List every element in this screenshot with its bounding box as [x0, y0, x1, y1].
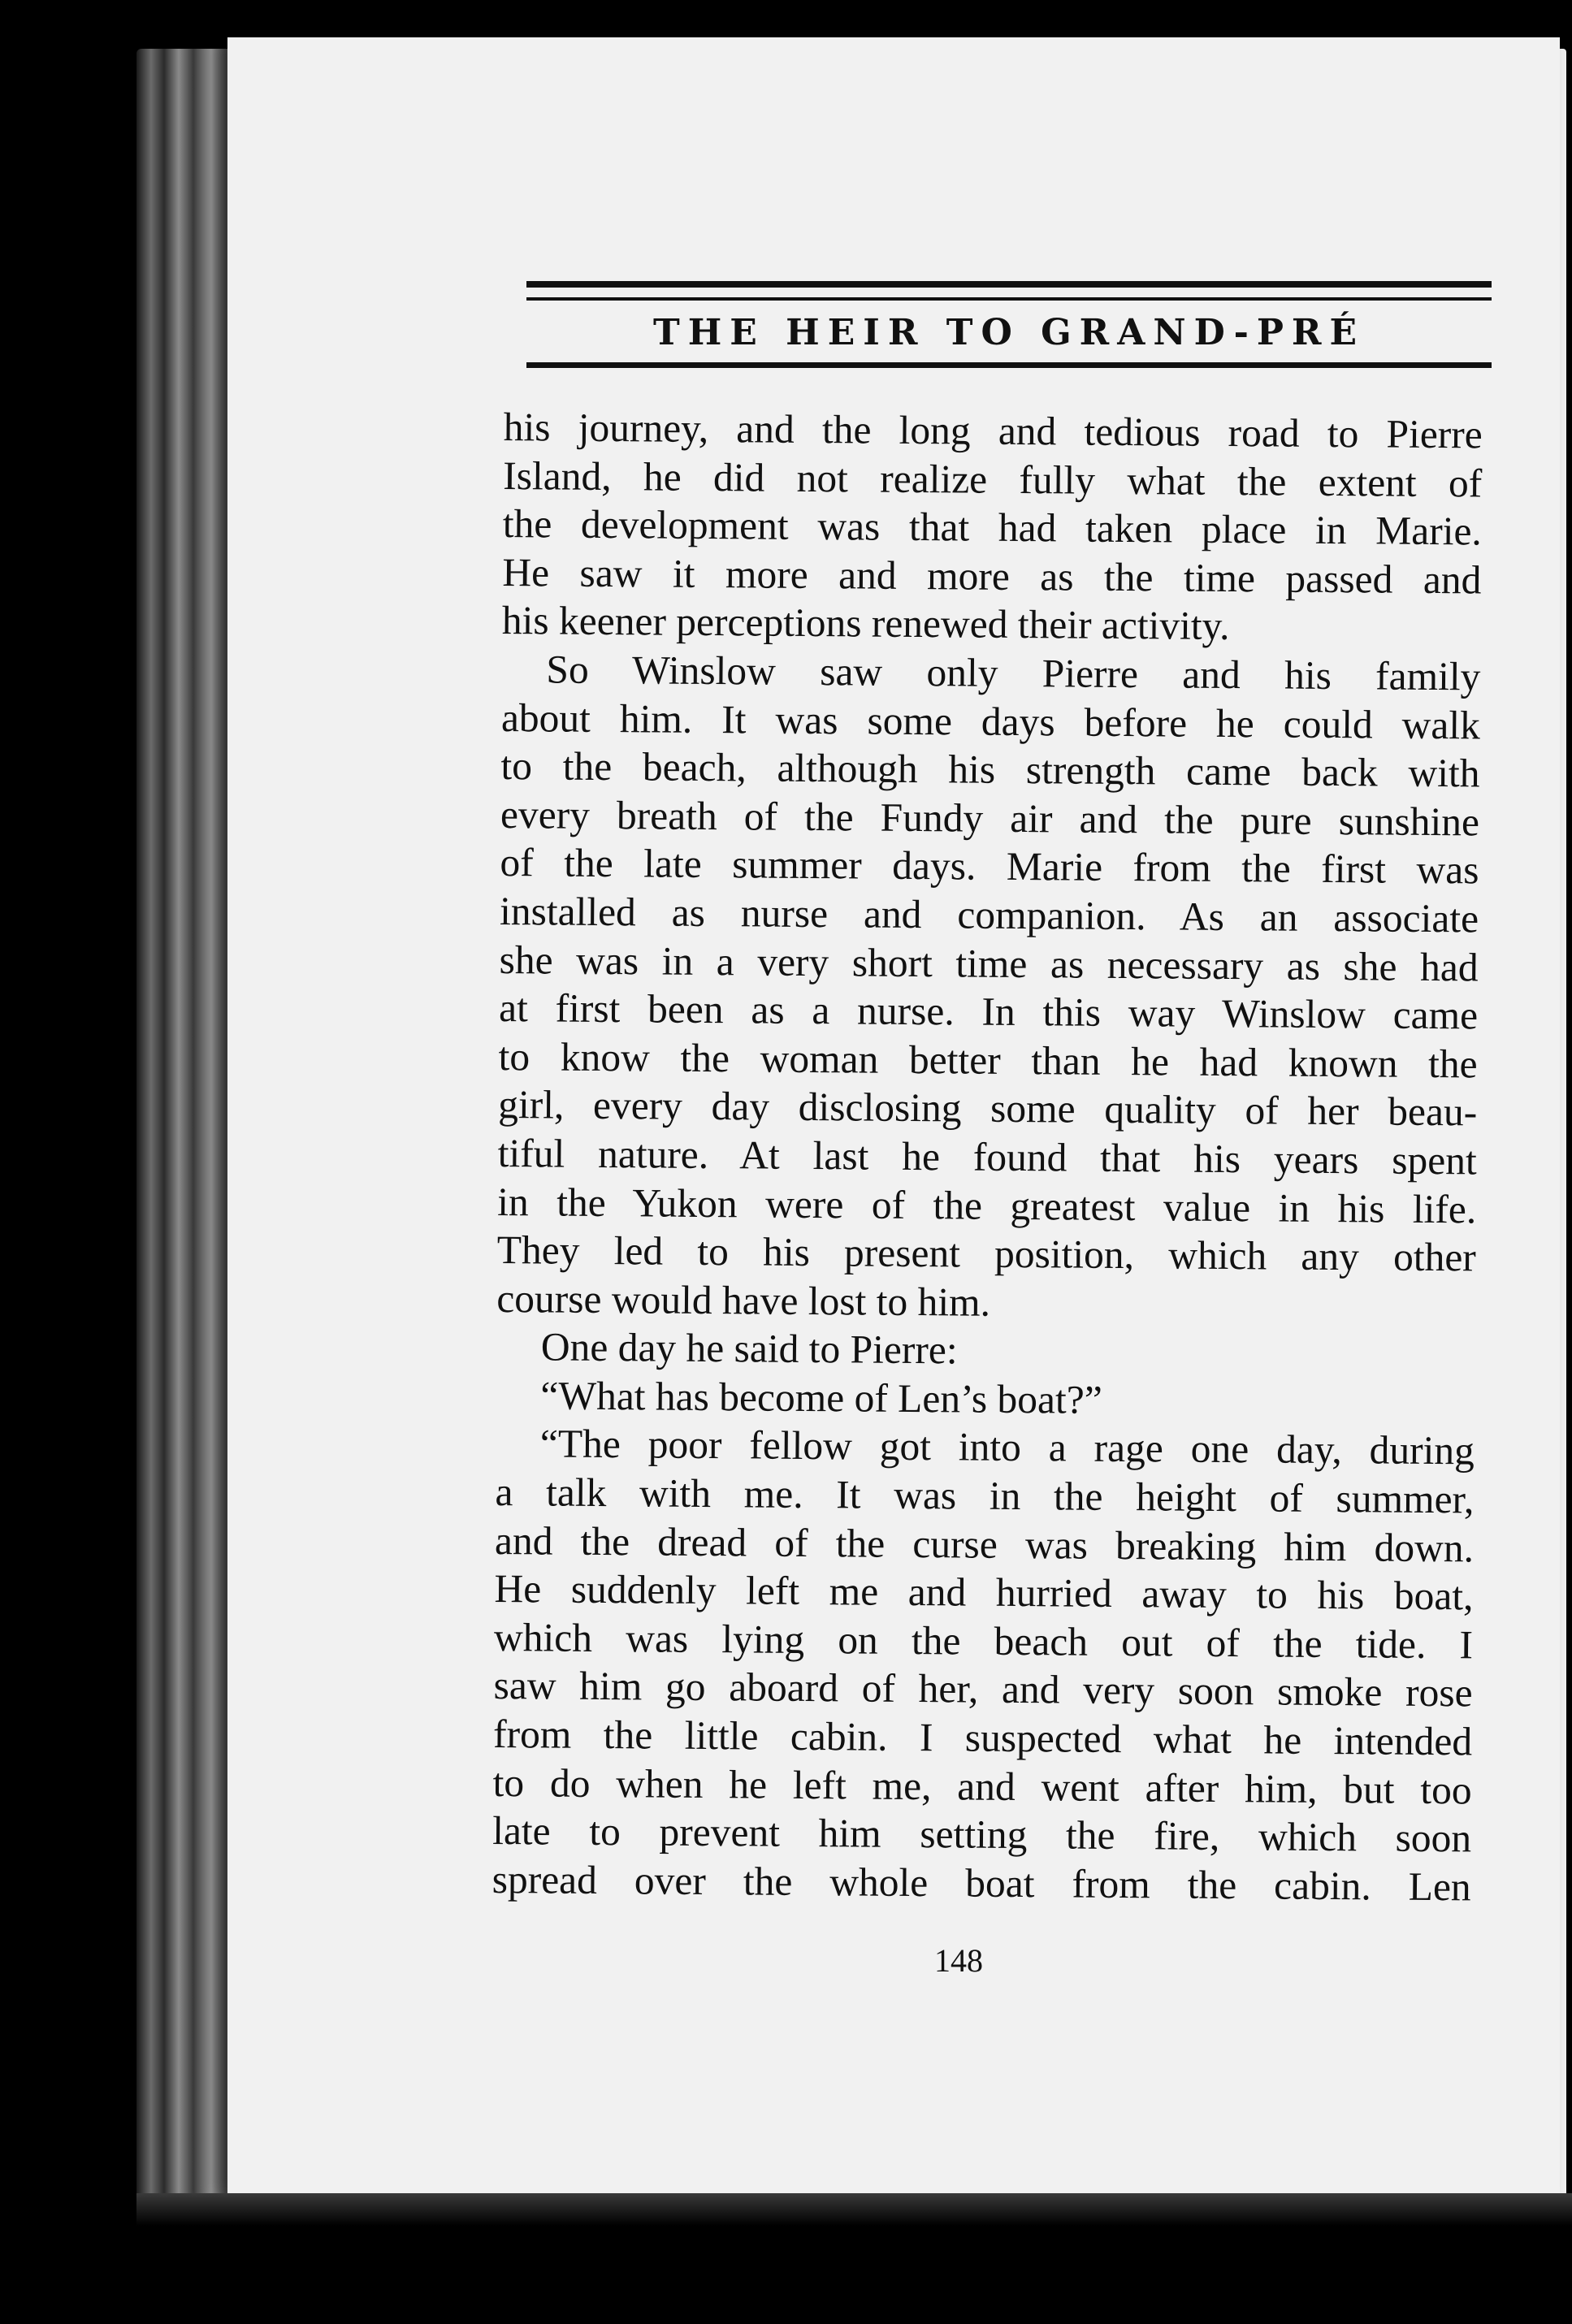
text-line: his journey, and the long and tedious road to Pierre [503, 404, 1483, 457]
text-line: He suddenly left me and hurried away to his boat, [494, 1566, 1474, 1619]
text-line: the development was that had taken place in Marie. [502, 501, 1483, 554]
header-rule-top [526, 281, 1492, 288]
text-line: to know the woman better than he had known the [498, 1033, 1478, 1087]
text-line: a talk with me. It was in the height of summer, [495, 1469, 1475, 1522]
text-line: at first been as a nurse. In this way Winslow came [498, 985, 1479, 1038]
text-line: installed as nurse and companion. As an associate [499, 888, 1479, 941]
text-line: his keener perceptions renewed their activity. [501, 598, 1230, 649]
text-line: about him. It was some days before he could walk [500, 695, 1481, 748]
text-line: One day he said to Pierre: [540, 1324, 958, 1373]
text-line: of the late summer days. Marie from the first was [500, 840, 1479, 893]
text-line: to do when he left me, and went after him, but too [492, 1759, 1472, 1813]
text-line: spread over the whole boat from the cabin. Len [492, 1856, 1471, 1910]
running-head: THE HEIR TO GRAND-PRÉ [652, 312, 1366, 353]
text-line: girl, every day disclosing some quality of her beau- [497, 1082, 1478, 1135]
text-line: to the beach, although his strength came back with [500, 743, 1480, 796]
text-line: from the little cabin. I suspected what he intended [492, 1711, 1473, 1764]
text-line: They led to his present position, which any other [496, 1227, 1476, 1280]
text-line: “The poor fellow got into a rage one day, during [539, 1421, 1475, 1474]
text-line: which was lying on the beach out of the tide. I [493, 1614, 1474, 1668]
text-line: and the dread of the curse was breaking him down. [494, 1517, 1475, 1571]
text-line: every breath of the Fundy air and the pure sunshine [500, 791, 1480, 845]
text-line: saw him go aboard of her, and very soon smoke rose [493, 1663, 1473, 1716]
text-line: late to prevent him setting the fire, which soon [492, 1808, 1472, 1861]
page-number: 148 [934, 1942, 983, 1979]
text-line: “What has become of Len’s boat?” [540, 1373, 1102, 1422]
header-rule-top-thin [526, 297, 1492, 301]
text-line: tiful nature. At last he found that his years spent [497, 1130, 1477, 1184]
header-rule-bottom [526, 362, 1492, 368]
text-line: Island, he did not realize fully what the extent of [503, 452, 1483, 506]
text-line: course would have lost to him. [496, 1275, 991, 1325]
text-line: she was in a very short time as necessary as she had [499, 937, 1479, 989]
bottom-shadow [136, 2193, 1572, 2226]
text-line: So Winslow saw only Pierre and his family [546, 647, 1481, 699]
body-text [492, 403, 1482, 1911]
text-line: in the Yukon were of the greatest value in his life. [497, 1179, 1477, 1231]
text-line: He saw it more and more as the time passed and [502, 549, 1482, 603]
